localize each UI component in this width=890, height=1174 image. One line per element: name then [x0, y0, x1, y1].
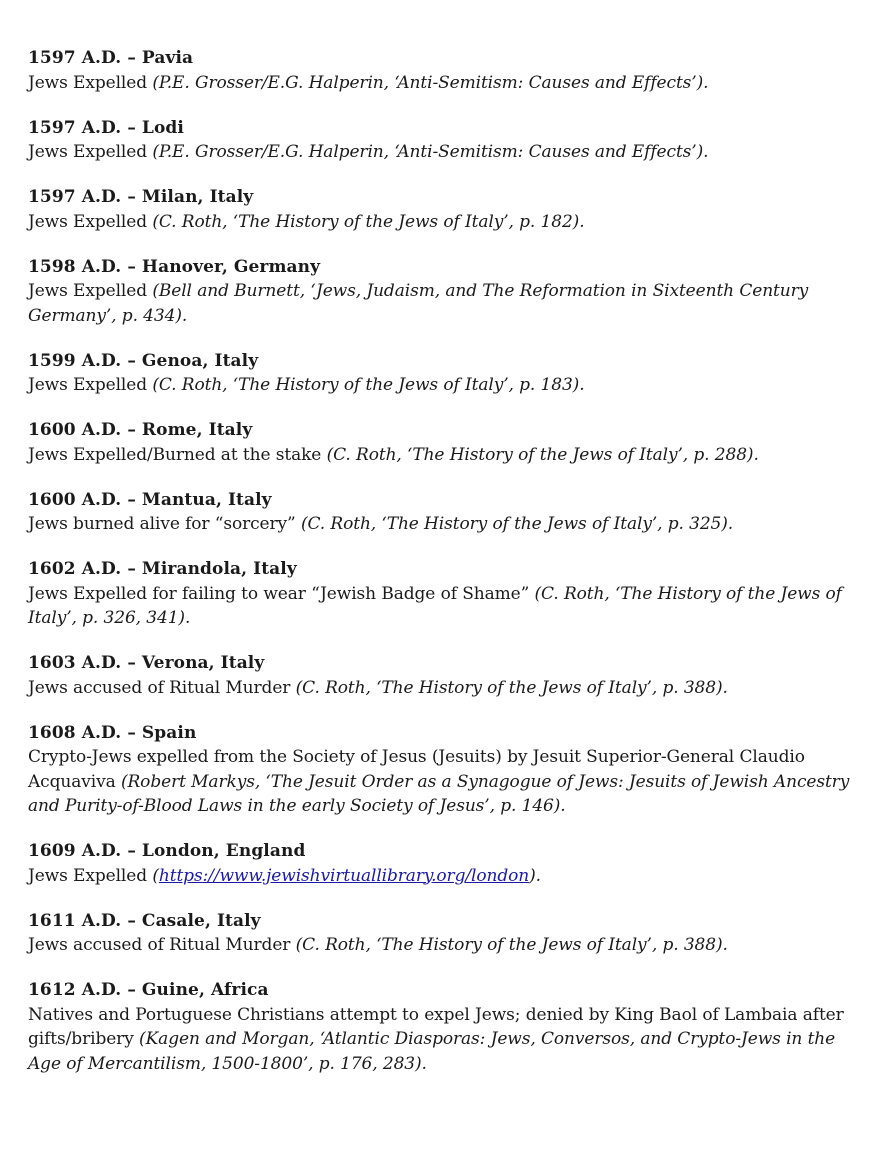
entry-text: Jews Expelled	[28, 211, 153, 232]
entry-text: Jews Expelled	[28, 281, 153, 301]
entry-body	[28, 210, 850, 235]
entry-text: Jews Expelled	[28, 142, 153, 162]
entry-1608-spain	[28, 721, 850, 819]
entry-text: Jews burned alive for “sorcery”	[28, 514, 301, 534]
entry-heading: 1597 A.D. – Pavia	[28, 48, 194, 68]
entry-heading: 1597 A.D. – Milan, Italy	[28, 187, 254, 207]
entry-1597-milan	[28, 185, 850, 234]
entry-citation: (Kagen and Morgan, ‘Atlantic Diasporas: Jews, Conversos, and Crypto-Jews in the Age of Mercantilism, 1500-1800’, p. 176, 283).	[28, 1029, 836, 1074]
entry-citation: (C. Roth, ‘The History of the Jews of Italy’, p. 288).	[326, 444, 759, 465]
entry-heading: 1609 A.D. – London, England	[28, 841, 306, 861]
entry-citation-open: (	[152, 865, 159, 886]
entry-citation: (C. Roth, ‘The History of the Jews of Italy’, p. 326, 341).	[28, 583, 842, 628]
entry-body	[28, 373, 850, 398]
entry-text: Natives and Portuguese Christians attempt to expel Jews; denied by King Baol of Lambaia after gifts/bribery	[28, 1004, 844, 1049]
entry-citation: (C. Roth, ‘The History of the Jews of Italy’, p. 182).	[152, 211, 585, 232]
entry-citation: (C. Roth, ‘The History of the Jews of Italy’, p. 183).	[152, 375, 585, 395]
entry-heading: 1599 A.D. – Genoa, Italy	[28, 350, 259, 371]
entry-1600-rome	[28, 418, 850, 467]
entry-heading: 1612 A.D. – Guine, Africa	[28, 980, 269, 1000]
entry-body	[28, 279, 850, 328]
entry-text: Crypto-Jews expelled from the Society of Jesus (Jesuits) by Jesuit Superior-General Claudio Acquaviva	[28, 747, 805, 792]
entry-body	[28, 1003, 850, 1077]
entry-body	[28, 582, 850, 631]
entry-1612-guine	[28, 978, 850, 1076]
entry-citation: (C. Roth, ‘The History of the Jews of Italy’, p. 388).	[295, 677, 728, 698]
entry-body	[28, 443, 850, 468]
entry-1598-hanover	[28, 255, 850, 329]
entry-heading: 1597 A.D. – Lodi	[28, 117, 184, 138]
entry-1609-london	[28, 839, 850, 888]
entry-heading: 1600 A.D. – Rome, Italy	[28, 420, 253, 440]
entry-text: Jews accused of Ritual Murder	[28, 935, 296, 955]
entry-heading: 1608 A.D. – Spain	[28, 722, 197, 743]
entry-body	[28, 140, 850, 165]
entry-citation: (C. Roth, ‘The History of the Jews of Italy’, p. 325).	[300, 514, 734, 534]
entry-1602-mirandola	[28, 557, 850, 631]
entry-heading: 1598 A.D. – Hanover, Germany	[28, 256, 321, 277]
entry-body	[28, 676, 850, 701]
entry-1603-verona	[28, 651, 850, 700]
entry-citation: (C. Roth, ‘The History of the Jews of Italy’, p. 388).	[295, 935, 728, 955]
entry-text: Jews Expelled	[28, 375, 153, 395]
entry-body	[28, 745, 850, 819]
entry-text: Jews Expelled/Burned at the stake	[28, 444, 327, 465]
entry-citation: (P.E. Grosser/E.G. Halperin, ‘Anti-Semitism: Causes and Effects’).	[152, 72, 709, 93]
entry-citation: (P.E. Grosser/E.G. Halperin, ‘Anti-Semitism: Causes and Effects’).	[152, 142, 709, 162]
entry-heading: 1603 A.D. – Verona, Italy	[28, 653, 265, 673]
entry-1600-mantua	[28, 488, 850, 537]
entry-text: Jews Expelled for failing to wear “Jewish Badge of Shame”	[28, 583, 535, 604]
entry-text: Jews accused of Ritual Murder	[28, 677, 296, 698]
citation-link[interactable]: https://www.jewishvirtuallibrary.org/london	[158, 865, 530, 886]
entry-1599-genoa	[28, 349, 850, 398]
entry-text: Jews Expelled	[28, 72, 153, 93]
entry-1597-lodi	[28, 116, 850, 165]
entry-body	[28, 71, 850, 96]
entry-1611-casale	[28, 909, 850, 958]
entry-text: Jews Expelled	[28, 865, 153, 886]
entry-body	[28, 512, 850, 537]
entry-citation: (Robert Markys, ‘The Jesuit Order as a Synagogue of Jews: Jesuits of Jewish Ancestry and Purity-of-Blood Laws in the early Society of Jesus’, p. 146).	[28, 771, 850, 816]
entry-citation-close: ).	[529, 865, 541, 886]
entry-1597-pavia	[28, 46, 850, 95]
entry-body	[28, 933, 850, 958]
entry-heading: 1611 A.D. – Casale, Italy	[28, 910, 261, 931]
entry-body	[28, 864, 850, 889]
entry-heading: 1602 A.D. – Mirandola, Italy	[28, 559, 297, 579]
entry-citation: (Bell and Burnett, ‘Jews, Judaism, and The Reformation in Sixteenth Century Germany’, p. 434).	[28, 281, 809, 326]
entry-heading: 1600 A.D. – Mantua, Italy	[28, 489, 272, 510]
